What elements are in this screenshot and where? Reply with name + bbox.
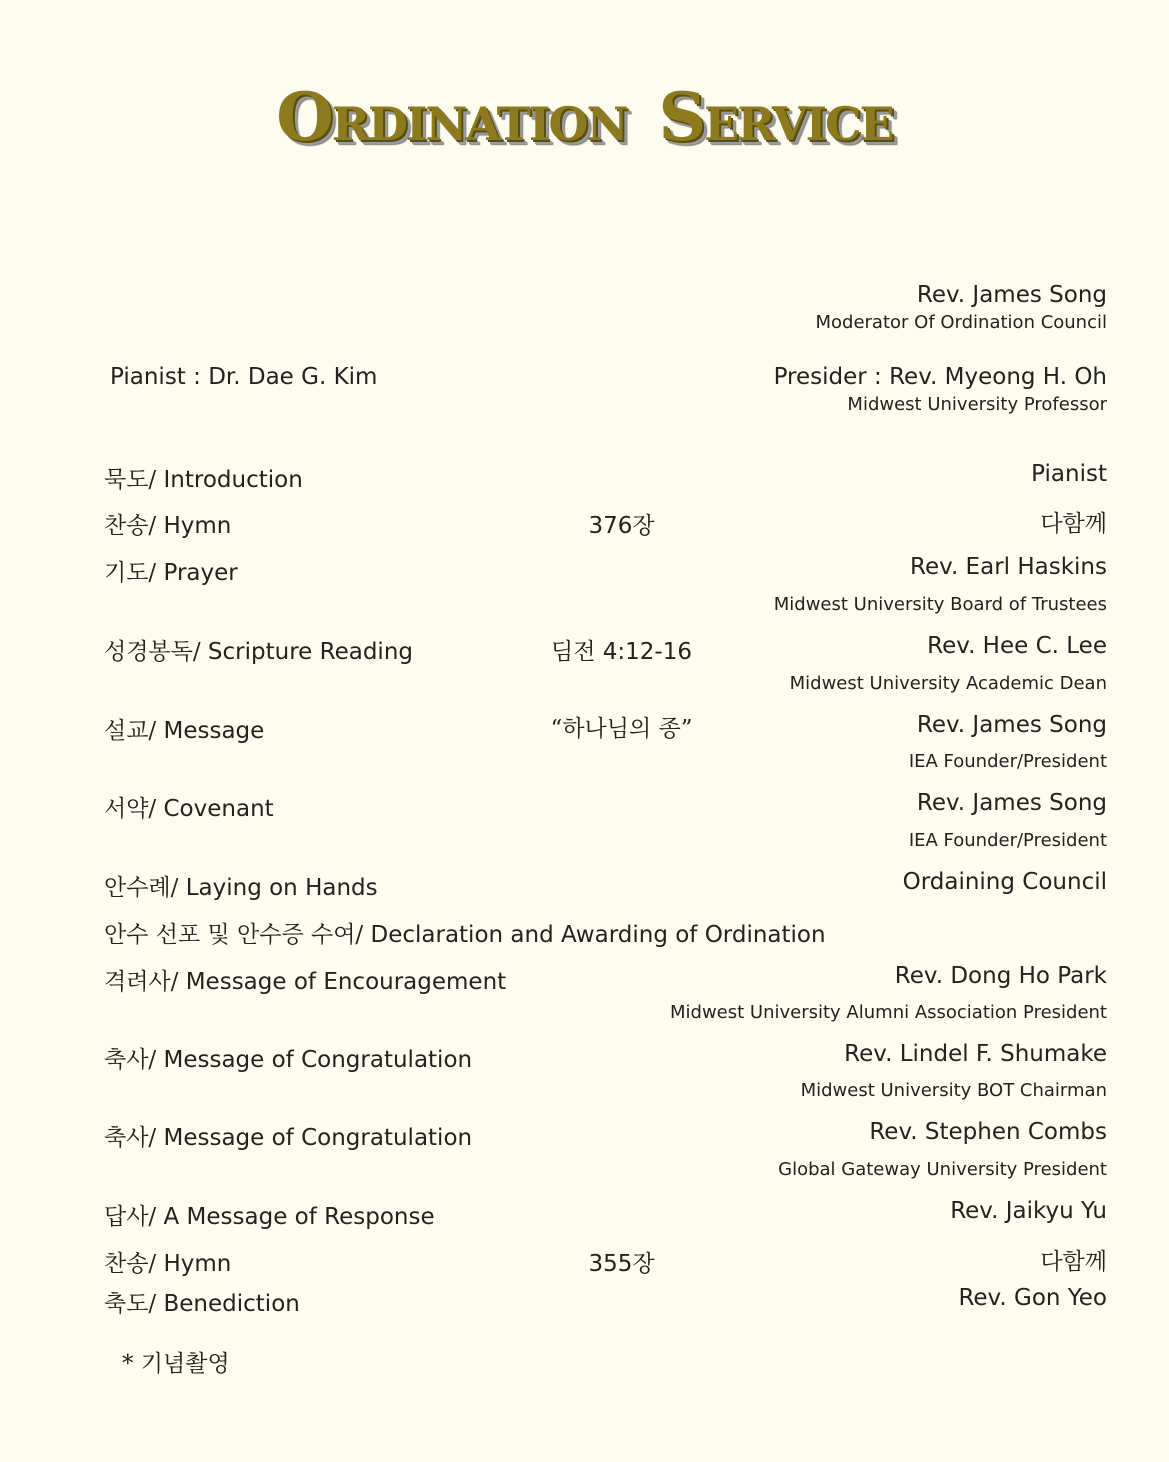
presider-role: Midwest University Professor — [847, 394, 1107, 415]
item-korean: 축사/ — [104, 1047, 157, 1073]
program-item-role: Midwest University Alumni Association President — [670, 1002, 1107, 1023]
pianist-line: Pianist : Dr. Dae G. Kim — [110, 364, 378, 390]
program-item-person: Pianist — [1031, 461, 1107, 487]
item-english: Hymn — [156, 1251, 232, 1277]
program-item-label — [104, 1119, 472, 1152]
program-item-detail: 딤전 4:12-16 — [551, 639, 692, 665]
item-english: Message of Encouragement — [178, 969, 507, 995]
item-english: Covenant — [156, 796, 274, 822]
item-korean: 안수례/ — [104, 875, 179, 901]
program-item-person: Rev. Hee C. Lee — [927, 633, 1107, 659]
item-english: Laying on Hands — [178, 875, 378, 901]
program-item-label — [104, 1285, 300, 1318]
item-korean: 찬송/ — [104, 513, 157, 539]
photo-footnote: * 기념촬영 — [122, 1351, 230, 1377]
program-item-role: IEA Founder/President — [908, 830, 1107, 851]
program-item-person: 다함께 — [1040, 1249, 1107, 1275]
program-item-person: Rev. Gon Yeo — [958, 1285, 1107, 1311]
moderator-name: Rev. James Song — [916, 282, 1107, 308]
item-english: Hymn — [156, 513, 232, 539]
program-item-label — [104, 1041, 472, 1074]
program-item-detail: 376장 — [588, 513, 655, 539]
item-english: Message — [156, 718, 265, 744]
program-item-person: Rev. Dong Ho Park — [894, 963, 1107, 989]
item-korean: 설교/ — [104, 718, 157, 744]
program-item-label — [104, 916, 826, 949]
program-item-label — [104, 869, 378, 902]
item-english: Message of Congratulation — [156, 1125, 473, 1151]
program-item-label — [104, 1198, 435, 1231]
item-english: Introduction — [156, 467, 303, 493]
program-item-label — [104, 461, 303, 494]
item-korean: 답사/ — [104, 1204, 157, 1230]
program-item-person: Rev. Lindel F. Shumake — [844, 1041, 1107, 1067]
item-korean: 격려사/ — [104, 969, 179, 995]
program-item-role: Global Gateway University President — [778, 1159, 1107, 1180]
item-english: Benediction — [156, 1291, 300, 1317]
item-english: Declaration and Awarding of Ordination — [363, 922, 826, 948]
program-item-role: Midwest University Board of Trustees — [773, 594, 1107, 615]
item-english: A Message of Response — [156, 1204, 435, 1230]
program-item-role: Midwest University Academic Dean — [789, 673, 1107, 694]
program-item-detail: 355장 — [588, 1251, 655, 1277]
item-korean: 묵도/ — [104, 467, 157, 493]
program-item-person: 다함께 — [1040, 511, 1107, 537]
program-item-label — [104, 554, 238, 587]
program-item-person: Rev. James Song — [916, 790, 1107, 816]
item-english: Prayer — [156, 560, 238, 586]
item-korean: 축도/ — [104, 1291, 157, 1317]
item-korean: 기도/ — [104, 560, 157, 586]
program-item-detail: “하나님의 종” — [550, 716, 693, 742]
item-korean: 안수 선포 및 안수증 수여/ — [104, 922, 364, 948]
item-english: Scripture Reading — [200, 639, 413, 665]
item-english: Message of Congratulation — [156, 1047, 473, 1073]
item-korean: 찬송/ — [104, 1251, 157, 1277]
item-korean: 성경봉독/ — [104, 639, 201, 665]
program-item-label — [104, 963, 506, 996]
page-title — [0, 78, 1169, 156]
title-word-service: Service — [658, 78, 893, 156]
program-item-role: Midwest University BOT Chairman — [800, 1080, 1107, 1101]
program-item-person: Rev. Jaikyu Yu — [950, 1198, 1107, 1224]
program-item-person: Rev. Stephen Combs — [869, 1119, 1107, 1145]
program-item-role: IEA Founder/President — [908, 751, 1107, 772]
program-item-person: Ordaining Council — [902, 869, 1107, 895]
title-word-ordination: Ordination — [276, 78, 627, 156]
program-item-person: Rev. James Song — [916, 712, 1107, 738]
moderator-role: Moderator Of Ordination Council — [815, 312, 1107, 333]
presider-name: Presider : Rev. Myeong H. Oh — [773, 364, 1107, 390]
program-item-person: Rev. Earl Haskins — [910, 554, 1107, 580]
program-item-label — [104, 790, 274, 823]
item-korean: 서약/ — [104, 796, 157, 822]
item-korean: 축사/ — [104, 1125, 157, 1151]
